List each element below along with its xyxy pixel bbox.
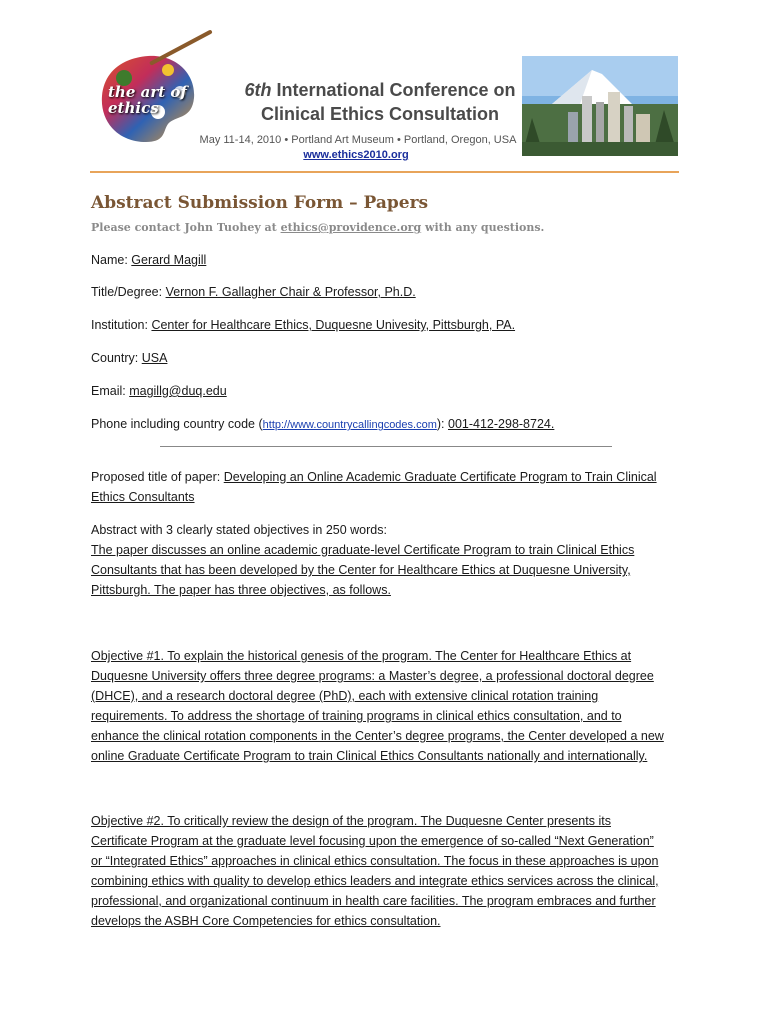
paper-title-block (91, 467, 681, 507)
email-value: magillg@duq.edu (129, 384, 227, 398)
contact-line (91, 220, 691, 236)
name-field (91, 250, 206, 270)
institution-field (91, 315, 515, 335)
country-codes-link[interactable]: http://www.countrycallingcodes.com (262, 419, 437, 431)
country-label: Country: (91, 351, 142, 365)
objective-2-line: Certificate Program at the graduate level focusing upon the emergence of so-called “Next Generation” (91, 834, 654, 848)
contact-prefix: Please contact John Tuohey at (91, 221, 281, 234)
name-label: Name: (91, 253, 132, 267)
objective-1-line: enhance the clinical rotation components in the Center’s degree programs, the Center developed a new (91, 729, 664, 743)
abstract-line: Pittsburgh. The paper has three objectives, as follows. (91, 583, 391, 597)
conference-meta: May 11-14, 2010 • Portland Art Museum • Portland, Oregon, USA (199, 134, 517, 146)
paper-title-label: Proposed title of paper: (91, 470, 224, 484)
section-divider (160, 446, 612, 447)
phone-label: Phone including country code ( (91, 417, 263, 431)
contact-suffix: with any questions. (421, 221, 545, 234)
phone-separator: ): (436, 417, 448, 431)
phone-value: 001-412-298-8724. (448, 417, 555, 431)
country-field (91, 348, 167, 368)
title-ordinal: 6th (244, 80, 272, 100)
email-label: Email: (91, 384, 130, 398)
title-degree-field (91, 282, 416, 302)
objective-2-line: Objective #2. To critically review the design of the program. The Duquesne Center presents its (91, 814, 611, 828)
abstract-line: Consultants that has been developed by the Center for Healthcare Ethics at Duquesne University, (91, 563, 631, 577)
objective-2-line: or “Integrated Ethics” approaches in clinical ethics consultation. The focus in these approaches is upon (91, 854, 659, 868)
objective-2-block (91, 811, 681, 931)
title-line2: Clinical Ethics Consultation (260, 104, 500, 124)
paper-title-value-2: Ethics Consultants (91, 490, 195, 504)
form-title: Abstract Submission Form – Papers (91, 193, 429, 213)
paper-title-value-1: Developing an Online Academic Graduate Certificate Program to Train Clinical (223, 470, 657, 484)
objective-2-line: combining ethics with quality to develop ethics leaders and integrate ethics services across the clinical, (91, 874, 659, 888)
abstract-line: The paper discusses an online academic graduate-level Certificate Program to train Clinical Ethics (91, 543, 635, 557)
name-value: Gerard Magill (131, 253, 207, 267)
phone-field (91, 414, 554, 435)
form-header (91, 190, 691, 236)
logo-text: the art of ethics (108, 83, 187, 117)
conference-title (230, 78, 530, 126)
abstract-label: Abstract with 3 clearly stated objectives in 250 words: (91, 523, 387, 537)
objective-1-line: Objective #1. To explain the historical genesis of the program. The Center for Healthcare Ethics at (91, 649, 632, 663)
abstract-block (91, 520, 681, 600)
institution-value: Center for Healthcare Ethics, Duquesne Univesity, Pittsburgh, PA. (151, 318, 516, 332)
objective-2-line: professional, and organizational continuum in health care facilities. The program embraces and further (91, 894, 656, 908)
title-line1: International Conference on (271, 80, 516, 100)
institution-label: Institution: (91, 318, 152, 332)
email-field (91, 381, 227, 401)
objective-1-block (91, 646, 681, 766)
objective-1-line: (DHCE), and a research doctoral degree (PhD), each with extensive clinical rotation training (91, 689, 599, 703)
objective-2-line: develops the ASBH Core Competencies for ethics consultation. (91, 914, 441, 928)
header-divider (90, 171, 679, 173)
objective-1-line: requirements. To address the shortage of training programs in clinical ethics consultation, and to (91, 709, 622, 723)
conference-url-link[interactable]: www.ethics2010.org (303, 149, 409, 161)
title-degree-label: Title/Degree: (91, 285, 166, 299)
objective-1-line: online Graduate Certificate Program to train Clinical Ethics Consultants nationally and internationally. (91, 749, 648, 763)
contact-email-link[interactable]: ethics@providence.org (280, 221, 422, 234)
title-degree-value: Vernon F. Gallagher Chair & Professor, Ph.D. (165, 285, 416, 299)
conference-banner (0, 0, 770, 178)
objective-1-line: Duquesne University offers three degree programs: a Master’s degree, a professional doctoral degree (91, 669, 654, 683)
country-value: USA (141, 351, 168, 365)
portland-skyline-photo-icon (522, 56, 678, 156)
